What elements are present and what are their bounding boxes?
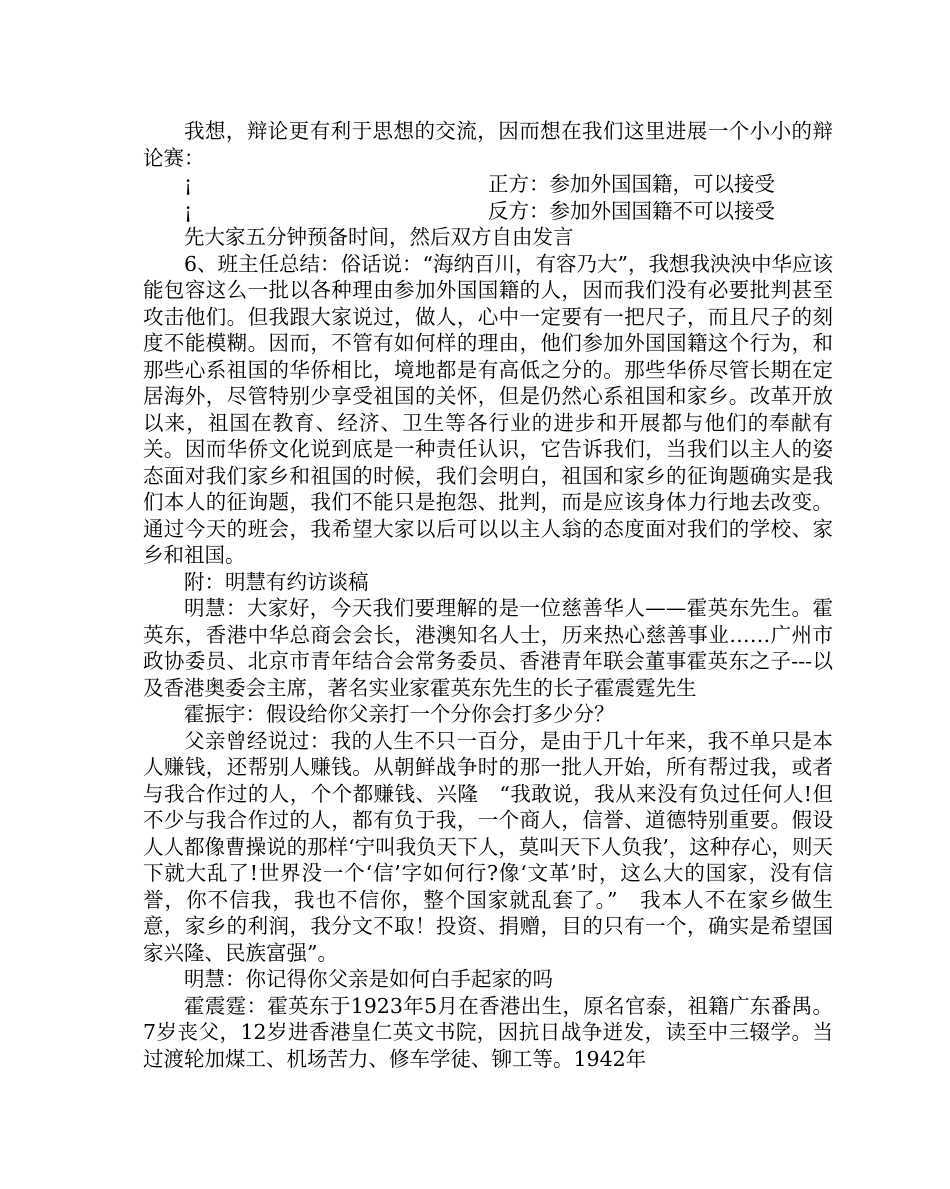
document-page [143, 118, 833, 1072]
bullet-mark: ¡ [184, 198, 193, 223]
bullet-mark: ¡ [184, 172, 193, 196]
paragraph-teacher-summary: 6、班主任总结：俗话说：“海纳百川，有容乃大”，我想我泱泱中华应该能包容这么一批以各种理由参加外国国籍的人，因而我们没有必要批判甚至攻击他们。但我跟大家说过，做人，心中一定要有一把尺子，而且尺子的刻度不能模糊。因而，不管有如何样的理由，他们参加外国国籍这个行为，和那些心系祖国的华侨相比，境地都是有高低之分的。那些华侨尽管长期在定居海外，尽管特别少享受祖国的关怀，但是仍然心系祖国和家乡。改革开放以来，祖国在教育、经济、卫生等各行业的进步和开展都与他们的奉献有关。因而华侨文化说到底是一种责任认识，它告诉我们，当我们以主人的姿态面对我们家乡和祖国的时候，我们会明白，祖国和家乡的征询题确实是我们本人的征询题，我们不能只是抱怨、批判，而是应该身体力行地去改变。通过今天的班会，我希望大家以后可以以主人翁的态度面对我们的学校、家乡和祖国。 [143, 251, 834, 567]
paragraph-intro: 我想，辩论更有利于思想的交流，因而想在我们这里进展一个小小的辩论赛： [143, 119, 833, 170]
affirmative-position: 正方：参加外国国籍，可以接受 [488, 172, 775, 196]
debate-negative-row [143, 198, 833, 225]
paragraph-father-quote: 父亲曾经说过：我的人生不只一百分，是由于几十年来，我不单只是本人赚钱，还帮别人赚钱。从朝鲜战争时的那一批人开始，所有帮过我，或者与我合作过的人，个个都赚钱、兴隆 “我敢说，我从来没有负过任何人!但不少与我合作过的人，都有负于我，一个商人，信誉、道德特别重要。假设人人都像曹操说的那样‘宁叫我负天下人，莫叫天下人负我’，这种存心，则天下就大乱了!世界没一个‘信’字如何行?像‘文革’时，这么大的国家，没有信誉，你不信我，我也不信你，整个国家就乱套了。” 我本人不在家乡做生意，家乡的利润，我分文不取！投资、捐赠，目的只有一个，确实是希望国家兴隆、民族富强”。 [143, 728, 833, 965]
paragraph-prep-time: 先大家五分钟预备时间，然后双方自由发言 [184, 225, 574, 249]
paragraph-question-origin: 明慧：你记得你父亲是如何白手起家的吗 [184, 967, 553, 991]
negative-position: 反方：参加外国国籍不可以接受 [488, 198, 775, 223]
paragraph-question-score: 霍振宇：假设给你父亲打一个分你会打多少分？ [184, 702, 615, 726]
paragraph-biography: 霍震霆：霍英东于1923年5月在香港出生，原名官泰，祖籍广东番禺。7岁丧父，12岁进香港皇仁英文书院，因抗日战争迸发，读至中三辍学。当过渡轮加煤工、机场苦力、修车学徒、铆工等。1942年 [143, 993, 833, 1071]
paragraph-appendix-title: 附：明慧有约访谈稿 [184, 569, 369, 594]
paragraph-host-intro: 明慧：大家好，今天我们要理解的是一位慈善华人——霍英东先生。霍英东，香港中华总商会会长，港澳知名人士，历来热心慈善事业……广州市政协委员、北京市青年结合会常务委员、香港青年联会董事霍英东之子---以及香港奥委会主席，著名实业家霍英东先生的长子霍震霆先生 [143, 596, 833, 700]
debate-affirmative-row [143, 171, 833, 198]
